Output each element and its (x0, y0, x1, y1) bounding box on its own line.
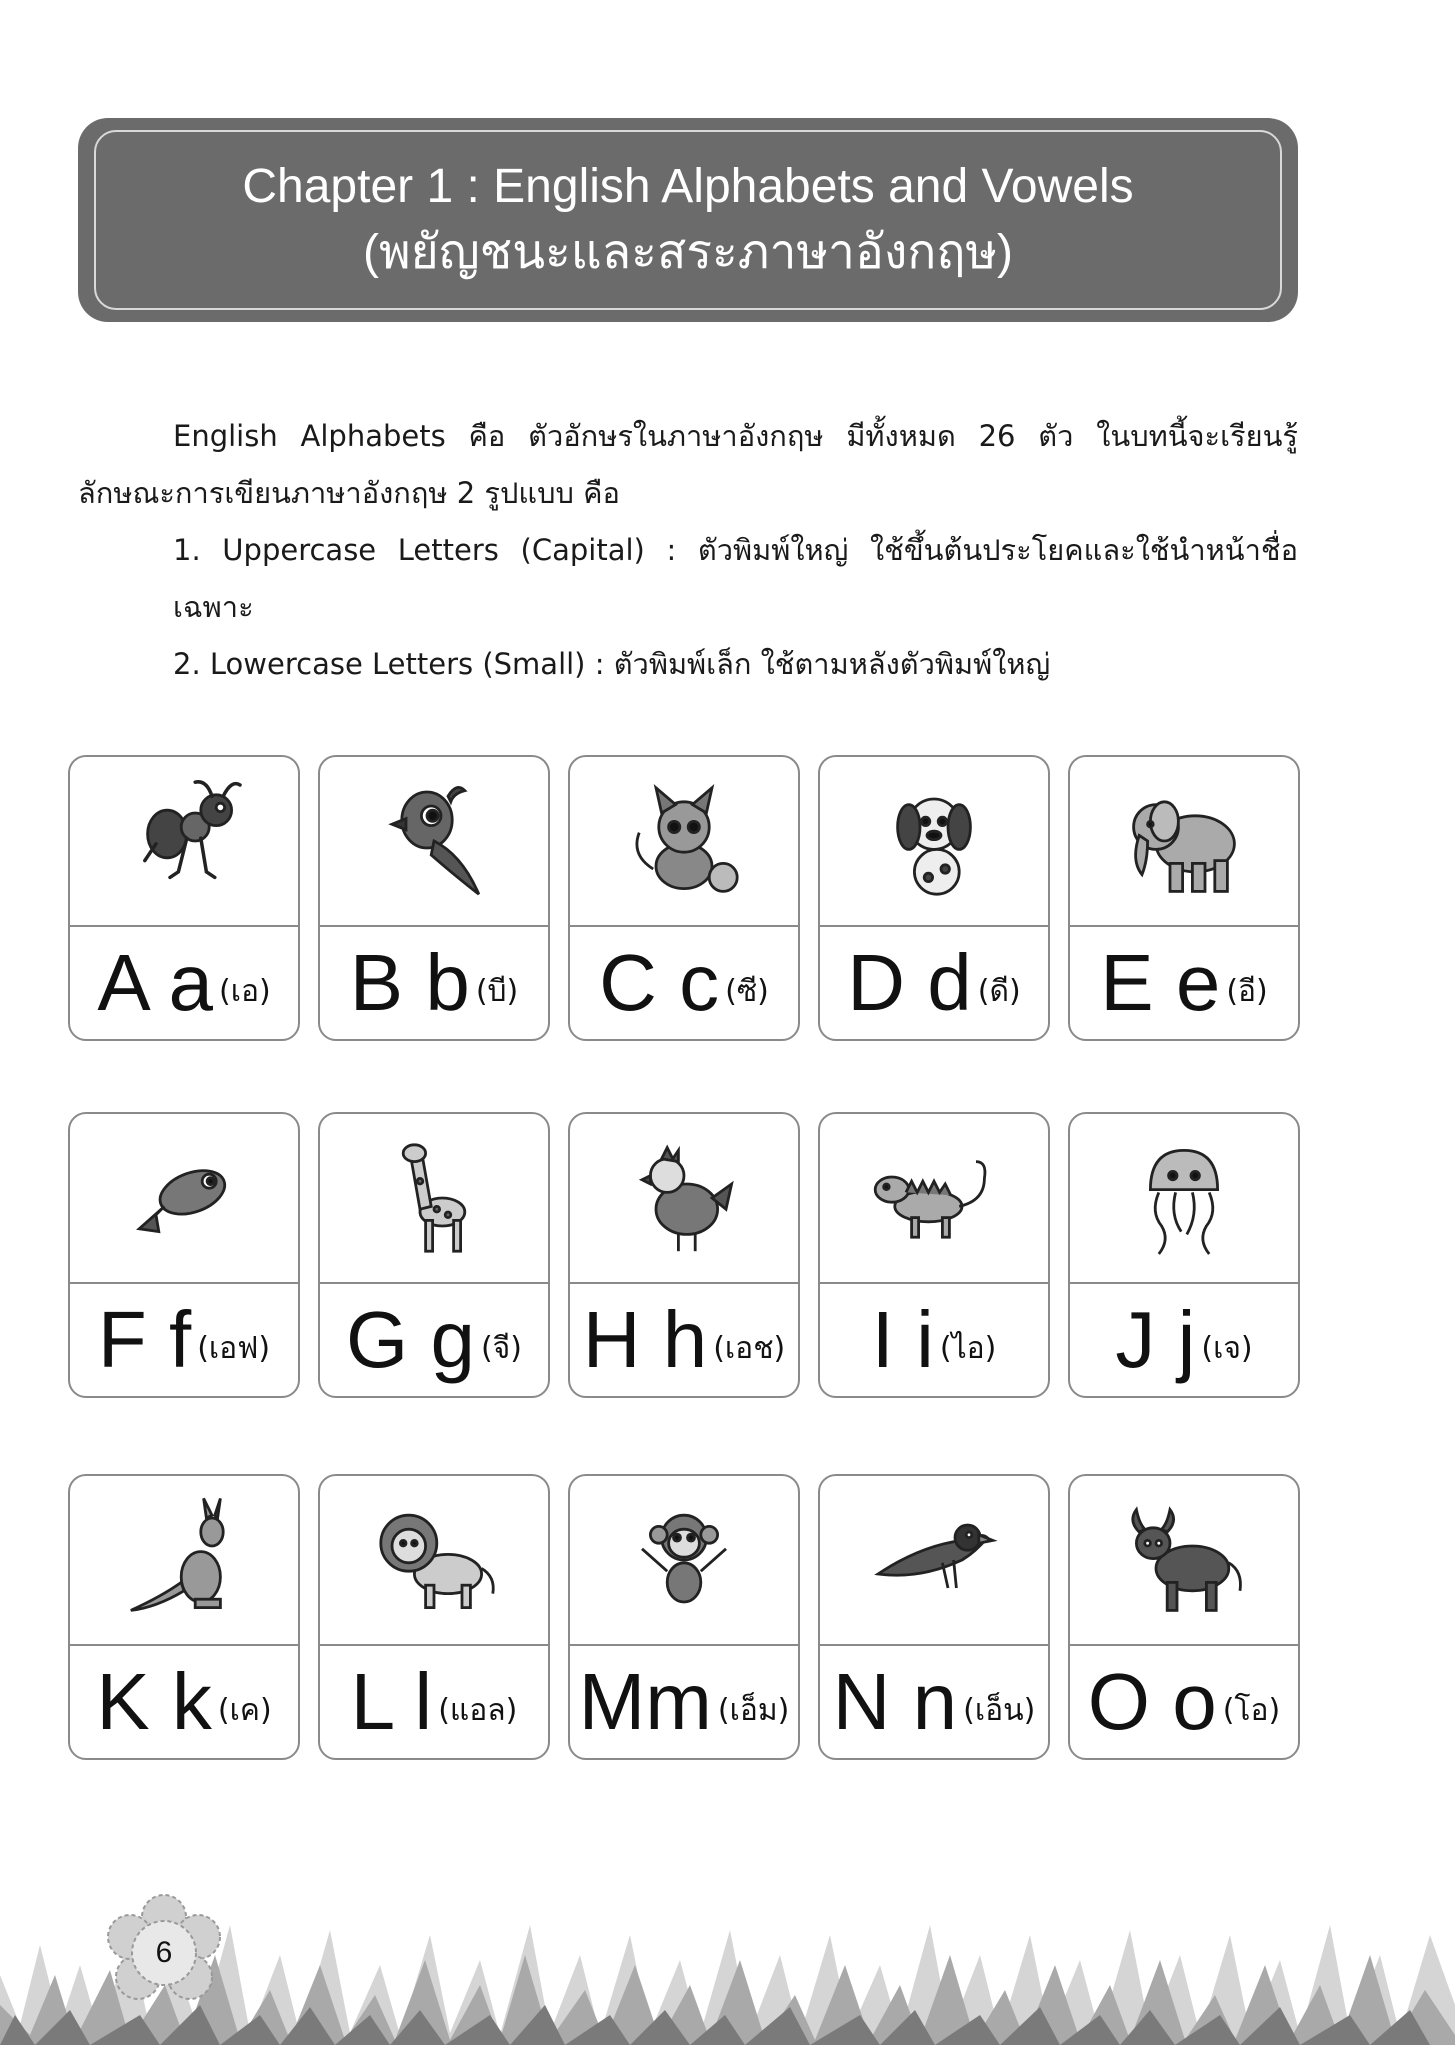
card-picture (1070, 1476, 1298, 1646)
letter-pair: B b (349, 938, 470, 1027)
thai-pronunciation: (ดี) (977, 973, 1021, 1009)
intro-item-lowercase: 2. Lowercase Letters (Small) : ตัวพิมพ์เล็ก ใช้ตามหลังตัวพิมพ์ใหญ่ (173, 647, 1051, 681)
thai-pronunciation: (เอ) (218, 973, 271, 1009)
letter-pair: L l (350, 1657, 433, 1746)
letter-card-h (568, 1112, 800, 1398)
card-label (1070, 927, 1298, 1039)
thai-pronunciation: (เค) (217, 1692, 272, 1728)
card-label (570, 927, 798, 1039)
card-picture (320, 1114, 548, 1284)
thai-pronunciation: (จี) (480, 1330, 522, 1366)
dog-icon (864, 771, 1004, 911)
letter-card-g (318, 1112, 550, 1398)
kangaroo-icon (114, 1490, 254, 1630)
thai-pronunciation: (เอ็ม) (717, 1692, 790, 1728)
ant-icon (114, 771, 254, 911)
thai-pronunciation: (บี) (475, 973, 519, 1009)
chapter-title-thai: (พยัญชนะและสระภาษาอังกฤษ) (362, 226, 1013, 279)
letter-pair: K k (96, 1657, 212, 1746)
letter-card-m (568, 1474, 800, 1760)
intro-paragraph: English Alphabets คือ ตัวอักษรในภาษาอังกฤษ มีทั้งหมด 26 ตัว ในบทนี้จะเรียนรู้ลักษณะการเขียนภาษาอังกฤษ 2 รูปแบบ คือ (78, 419, 1298, 510)
letter-card-l (318, 1474, 550, 1760)
letter-pair: N n (832, 1657, 958, 1746)
card-picture (1070, 757, 1298, 927)
chapter-title-banner (78, 118, 1298, 322)
letter-pair: H h (582, 1295, 708, 1384)
card-picture (70, 757, 298, 927)
letter-card-i (818, 1112, 1050, 1398)
card-label (70, 1646, 298, 1758)
card-label (820, 1646, 1048, 1758)
letter-card-n (818, 1474, 1050, 1760)
letter-pair: D d (847, 938, 972, 1027)
letter-pair: G g (346, 1295, 475, 1384)
ox-icon (1114, 1490, 1254, 1630)
letter-card-e (1068, 755, 1300, 1041)
intro-text (78, 408, 1298, 693)
card-label (320, 927, 548, 1039)
letter-pair: I i (871, 1295, 934, 1384)
thai-pronunciation: (โอ) (1222, 1692, 1281, 1728)
chapter-title-frame (94, 130, 1282, 310)
card-label (1070, 1646, 1298, 1758)
letter-card-a (68, 755, 300, 1041)
card-label (70, 927, 298, 1039)
card-picture (70, 1114, 298, 1284)
letter-card-j (1068, 1112, 1300, 1398)
chapter-title-english: Chapter 1 : English Alphabets and Vowels (242, 160, 1134, 213)
bird-icon (864, 1490, 1004, 1630)
card-picture (320, 1476, 548, 1646)
card-label (820, 1284, 1048, 1396)
card-label (320, 1284, 548, 1396)
elephant-icon (1114, 771, 1254, 911)
card-picture (820, 1114, 1048, 1284)
card-picture (570, 1114, 798, 1284)
jellyfish-icon (1114, 1128, 1254, 1268)
fish-icon (114, 1128, 254, 1268)
letter-pair: C c (599, 938, 720, 1027)
monkey-icon (614, 1490, 754, 1630)
card-picture (820, 1476, 1048, 1646)
lion-icon (364, 1490, 504, 1630)
card-label (70, 1284, 298, 1396)
letter-card-b (318, 755, 550, 1041)
thai-pronunciation: (เอ็น) (963, 1692, 1036, 1728)
card-label (820, 927, 1048, 1039)
letter-card-o (1068, 1474, 1300, 1760)
thai-pronunciation: (เจ) (1201, 1330, 1253, 1366)
letter-pair: Mm (578, 1657, 712, 1746)
card-picture (570, 1476, 798, 1646)
thai-pronunciation: (ซี) (725, 973, 769, 1009)
card-label (320, 1646, 548, 1758)
thai-pronunciation: (อี) (1226, 973, 1268, 1009)
letter-pair: E e (1100, 938, 1221, 1027)
letter-card-k (68, 1474, 300, 1760)
intro-item-uppercase: 1. Uppercase Letters (Capital) : ตัวพิมพ์ใหญ่ ใช้ขึ้นต้นประโยคและใช้นำหน้าชื่อเฉพาะ (173, 533, 1298, 624)
card-label (570, 1284, 798, 1396)
card-picture (1070, 1114, 1298, 1284)
letter-pair: J j (1115, 1295, 1196, 1384)
card-label (570, 1646, 798, 1758)
card-picture (820, 757, 1048, 927)
iguana-icon (864, 1128, 1004, 1268)
page-number: 6 (155, 1936, 173, 1969)
letter-pair: O o (1087, 1657, 1217, 1746)
card-picture (570, 757, 798, 927)
thai-pronunciation: (แอล) (438, 1692, 518, 1728)
thai-pronunciation: (ไอ) (939, 1330, 997, 1366)
card-label (1070, 1284, 1298, 1396)
bird-icon (364, 771, 504, 911)
letter-pair: A a (97, 938, 213, 1027)
letter-pair: F f (97, 1295, 192, 1384)
letter-card-d (818, 755, 1050, 1041)
card-picture (320, 757, 548, 927)
giraffe-icon (364, 1128, 504, 1268)
letter-card-c (568, 755, 800, 1041)
thai-pronunciation: (เอฟ) (197, 1330, 271, 1366)
cat-icon (614, 771, 754, 911)
hen-icon (614, 1128, 754, 1268)
card-picture (70, 1476, 298, 1646)
thai-pronunciation: (เอช) (713, 1330, 786, 1366)
letter-card-f (68, 1112, 300, 1398)
